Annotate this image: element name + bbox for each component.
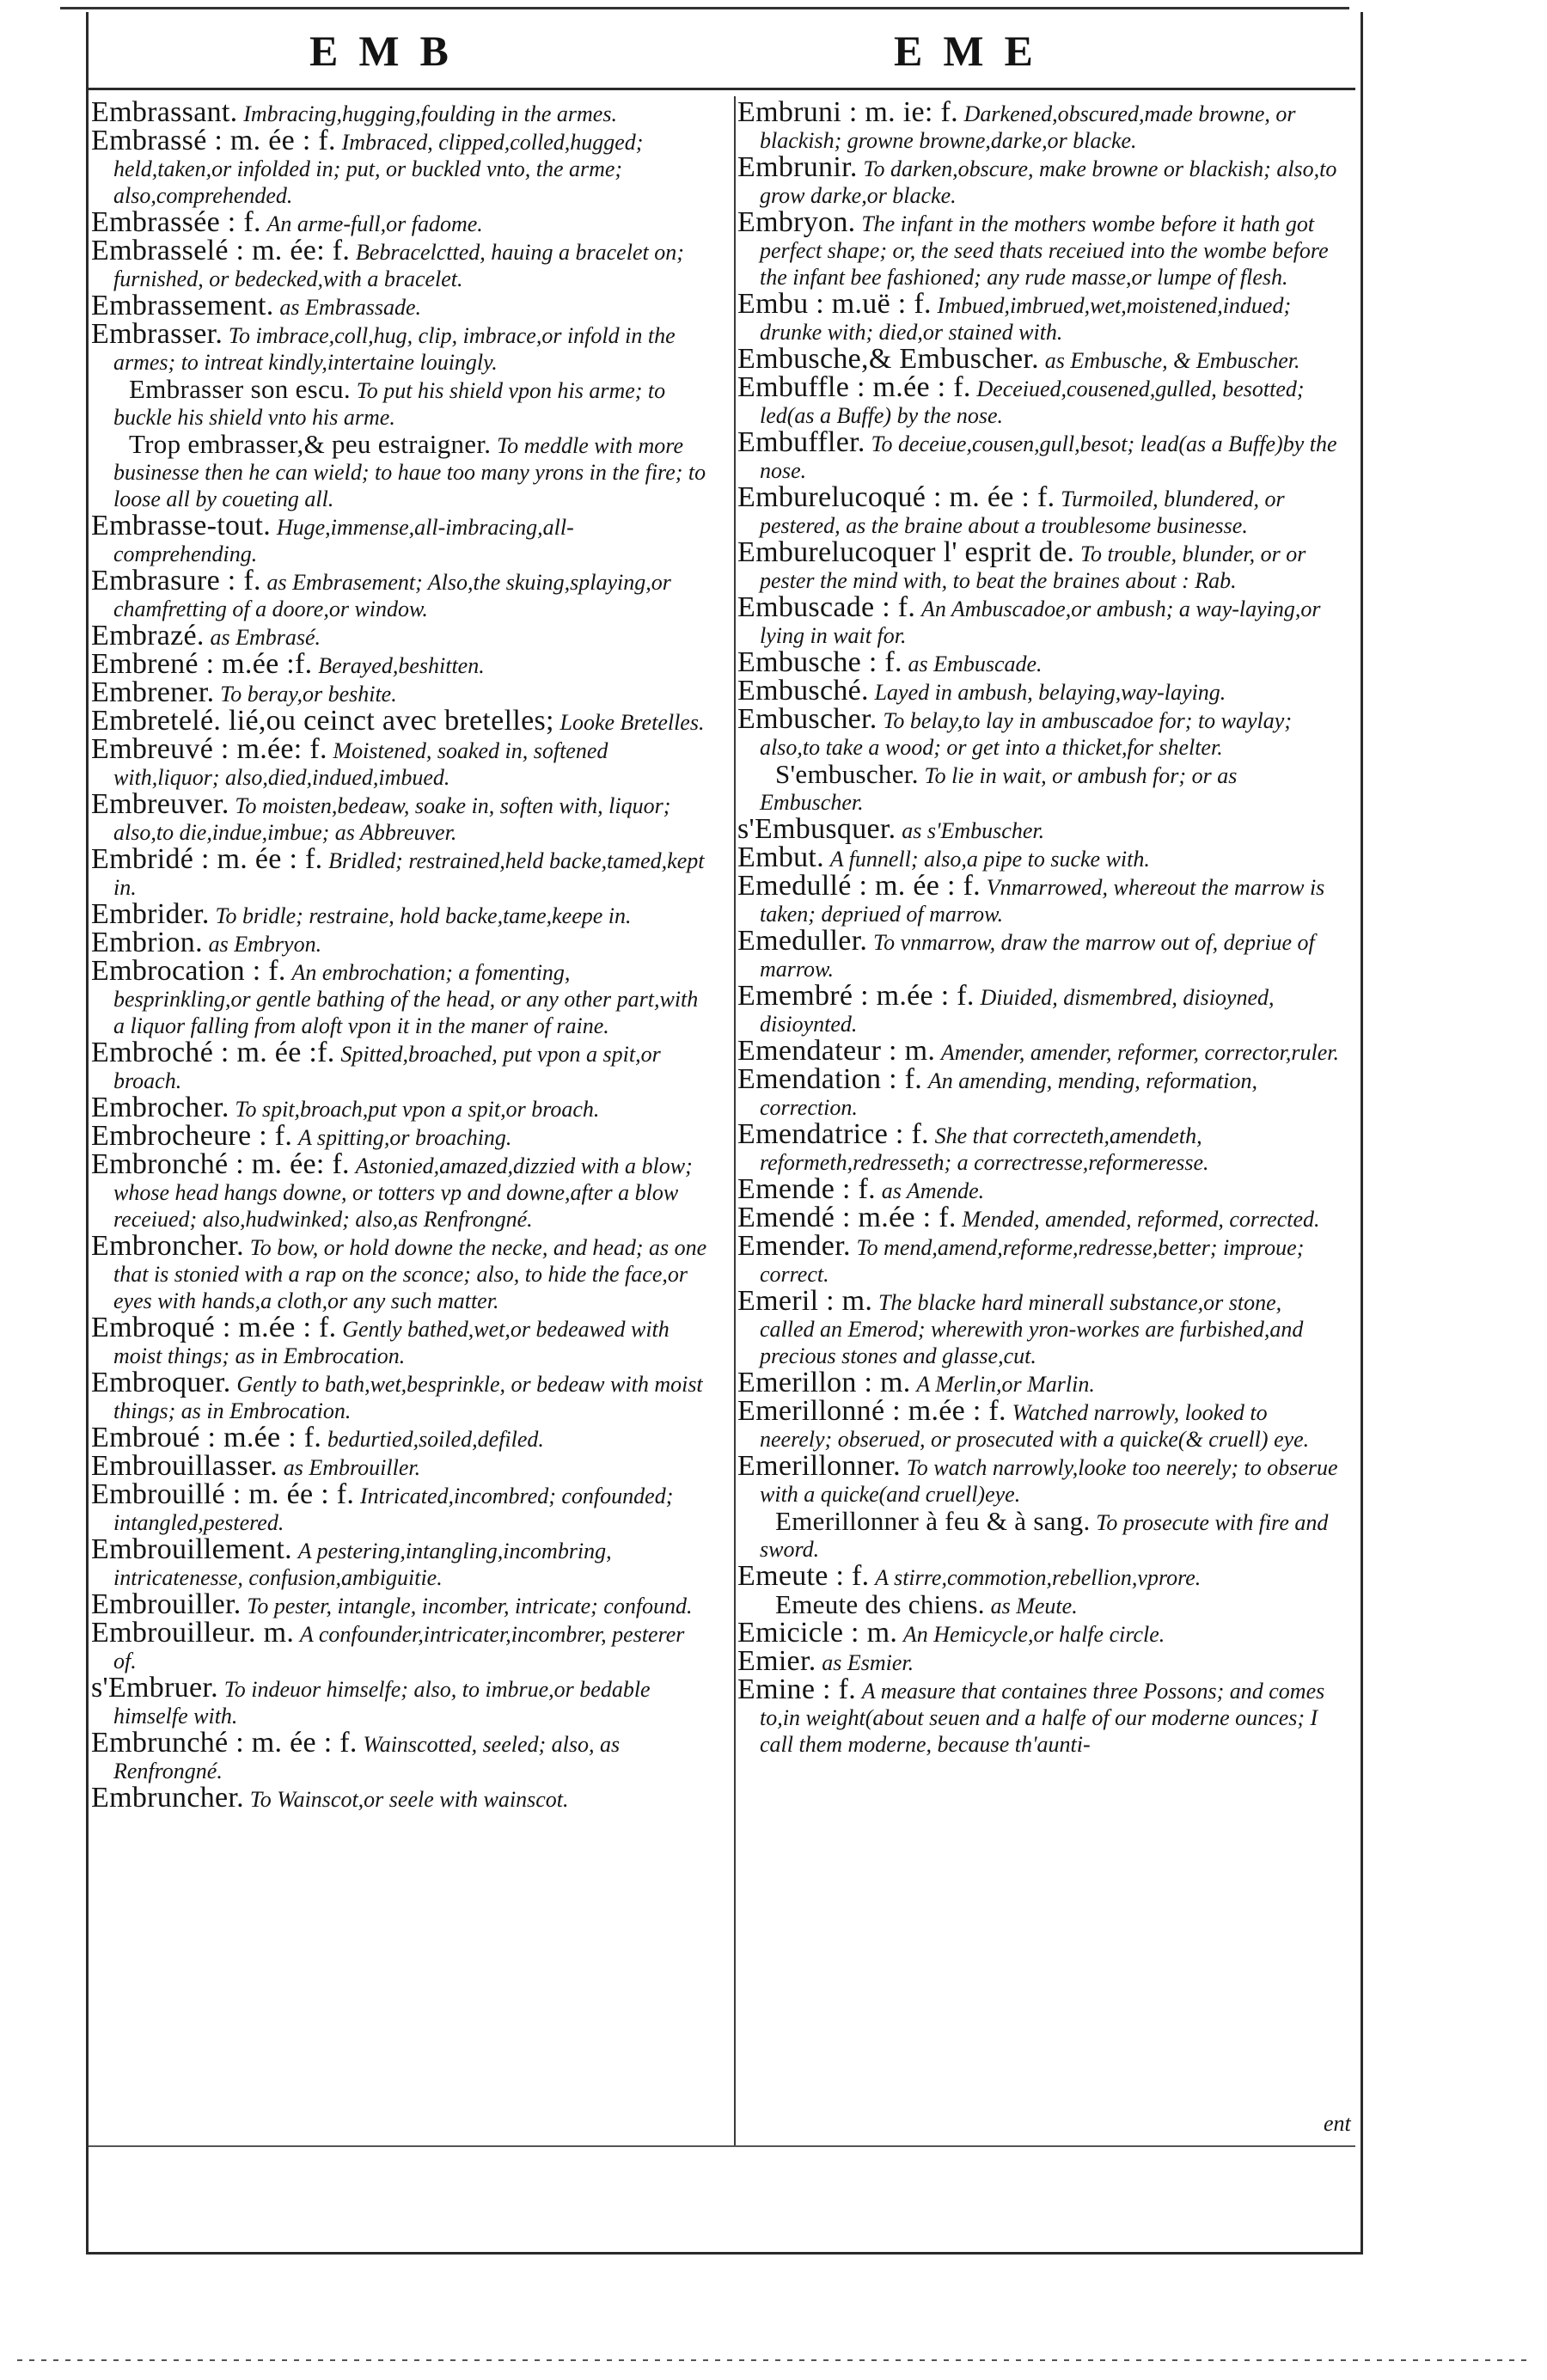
dictionary-entry [91,955,710,1039]
entry-definition: An Hemicycle,or halfe circle. [902,1622,1165,1647]
entry-headword: Embrouilleur. m. [91,1617,295,1649]
entry-definition: as Amende. [881,1178,985,1203]
entry-headword: Embrouiller. [91,1588,242,1620]
dictionary-entry [91,843,710,901]
entry-headword: Embridé : m. ée : f. [91,843,323,875]
entry-definition: An amending, mending, reformation, correction. [760,1068,1258,1120]
entry-definition: To vnmarrow, draw the marrow out of, depriue of marrow. [760,930,1315,982]
entry-definition: as s'Embuscher. [902,818,1045,843]
entry-definition: as Embusche, & Embuscher. [1044,348,1300,373]
dictionary-entry [91,1588,710,1620]
header-rule [89,88,1355,90]
dictionary-entry [91,1120,710,1152]
dictionary-entry [91,676,710,708]
dictionary-entry [91,510,710,567]
entry-definition: bedurtied,soiled,defiled. [327,1427,544,1452]
entry-headword: Embronché : m. ée: f. [91,1148,350,1180]
dictionary-entry [737,1673,1341,1758]
entry-headword: Emine : f. [737,1673,857,1705]
entry-definition: To belay,to lay in ambuscadoe for; to waylay; also,to take a wood; or get into a thicket,for shelter. [760,708,1292,760]
entry-headword: Embrunir. [737,151,858,183]
entry-headword: Embrassant. [91,96,238,128]
dictionary-entry [91,620,710,652]
entry-definition: Looke Bretelles. [559,710,705,735]
dictionary-entry [737,96,1341,154]
entry-headword: Embroqué : m.ée : f. [91,1312,337,1343]
bottom-rule [89,2145,1355,2147]
dictionary-entry [737,1617,1341,1649]
entry-headword: Embrasser son escu. [129,374,351,404]
dictionary-entry [737,980,1341,1037]
entry-definition: as Embryon. [208,932,322,957]
dictionary-entry [737,675,1341,707]
entry-headword: Embreuver. [91,788,229,820]
entry-definition: Berayed,beshitten. [318,653,485,678]
entry-definition: as Embrouiller. [283,1455,421,1480]
entry-definition: To watch narrowly,looke too neerely; to obserue with a quicke(and cruell)eye. [760,1455,1338,1507]
dictionary-entry [91,318,710,376]
dictionary-entry [737,481,1341,539]
dictionary-entry [737,343,1341,375]
dictionary-entry [737,925,1341,982]
entry-definition: Wainscotted, seeled; also, as Renfrongné. [113,1732,621,1783]
dictionary-entry [737,1035,1341,1067]
entry-definition: A pestering,intangling,incombring, intricatenesse, confusion,ambiguitie. [113,1539,612,1590]
entry-definition: She that correcteth,amendeth, reformeth,redresseth; a correctresse,reformeresse. [760,1123,1209,1175]
entry-definition: An Ambuscadoe,or ambush; a way-laying,or lying in wait for. [760,597,1321,648]
entry-definition: A confounder,intricater,incombrer, pesterer of. [113,1622,685,1673]
entry-headword: Embrassée : f. [91,206,261,238]
dictionary-entry [737,1645,1341,1677]
entry-headword: Embruncher. [91,1782,244,1814]
entry-headword: Embut. [737,841,824,873]
dictionary-entry [91,1422,710,1453]
dictionary-entry [91,733,710,791]
dictionary-entry [91,1533,710,1591]
entry-definition: Watched narrowly, looked to neerely; obserued, or prosecuted with a quicke(& cruell) eye. [760,1400,1310,1452]
entry-headword: Embuscade : f. [737,591,916,623]
entry-headword: Embrasure : f. [91,565,261,597]
dictionary-entry [91,1617,710,1674]
dictionary-entry [737,1589,1341,1619]
dictionary-entry [91,705,710,737]
dictionary-entry [91,898,710,930]
dictionary-entry [737,1173,1341,1205]
entry-headword: Emende : f. [737,1173,876,1205]
entry-headword: Embusché. [737,675,869,707]
entry-definition: To darken,obscure, make browne or blackish; also,to grow darke,or blacke. [760,156,1337,208]
entry-headword: Emerillonné : m.ée : f. [737,1395,1006,1427]
column-divider [734,96,736,2146]
entry-headword: Embrunché : m. ée : f. [91,1727,358,1759]
dictionary-entry [737,870,1341,927]
entry-headword: Embrazé. [91,620,205,652]
entry-definition: Bebracelctted, hauing a bracelet on; furnished, or bedecked,with a bracelet. [113,240,684,291]
entry-headword: s'Embusquer. [737,813,896,845]
entry-headword: Embrocheure : f. [91,1120,293,1152]
dictionary-entry [737,288,1341,346]
entry-definition: A measure that containes three Possons; and comes to,in weight(about seuen and a halfe of our moderne ounces; I call them moderne, because th'aunti- [760,1679,1325,1757]
entry-headword: Embrion. [91,927,203,958]
dictionary-entry [91,788,710,846]
entry-definition: Gently bathed,wet,or bedeawed with moist things; as in Embrocation. [113,1317,670,1368]
entry-headword: Emeute des chiens. [775,1589,985,1619]
entry-headword: Embrocher. [91,1092,229,1123]
entry-headword: Embuffle : m.ée : f. [737,371,971,403]
entry-headword: Emier. [737,1645,816,1677]
entry-definition: as Esmier. [822,1650,914,1675]
entry-headword: Emembré : m.ée : f. [737,980,975,1012]
entry-headword: Embroncher. [91,1230,244,1262]
entry-definition: To prosecute with fire and sword. [760,1510,1329,1562]
entry-headword: Embroché : m. ée :f. [91,1037,335,1068]
entry-definition: as Embrasé. [210,625,321,650]
entry-definition: To pester, intangle, incomber, intricate; confound. [247,1594,693,1618]
dictionary-entry [737,1063,1341,1121]
entry-definition: Vnmarrowed, whereout the marrow is taken; depriued of marrow. [760,875,1325,927]
dictionary-entry [737,1450,1341,1508]
dictionary-entry [91,1148,710,1233]
dictionary-entry [91,1092,710,1123]
entry-headword: Embretelé. lié,ou ceinct avec bretelles; [91,705,554,737]
entry-definition: Imbracing,hugging,foulding in the armes. [243,101,617,126]
dictionary-entry [737,371,1341,429]
entry-headword: Embrener. [91,676,215,708]
entry-definition: To trouble, blunder, or or pester the mind with, to beat the braines about : Rab. [760,541,1306,593]
dictionary-entry [91,1367,710,1424]
entry-headword: Embryon. [737,206,856,238]
entry-definition: To beray,or beshite. [220,682,397,707]
entry-definition: To Wainscot,or seele with wainscot. [249,1787,569,1812]
top-border-line [60,7,1349,9]
entry-definition: as Embrassade. [279,295,421,320]
entry-headword: Embrouillement. [91,1533,292,1565]
dictionary-entry [91,1478,710,1536]
entry-definition: A funnell; also,a pipe to sucke with. [829,847,1150,872]
entry-definition: Amender, amender, reformer, corrector,ruler. [940,1040,1340,1065]
entry-definition: Astonied,amazed,dizzied with a blow; whose head hangs downe, or totters vp and downe,after a blow receiued; also,hudwinked; also,as Renfrongné. [113,1153,693,1232]
dictionary-entry [91,1230,710,1314]
dictionary-entry [91,1312,710,1369]
entry-definition: To moisten,bedeaw, soake in, soften with, liquor; also,to die,indue,imbue; as Abbreuver. [113,793,671,845]
entry-headword: Embrocation : f. [91,955,286,987]
dictionary-entry [737,759,1341,816]
running-header-right: EME [894,27,1054,75]
entry-definition: An embrochation; a fomenting, besprinkling,or gentle bathing of the head, or any other part,with a liquor falling from aloft vpon it in the maner of raine. [113,960,699,1038]
dictionary-entry [91,565,710,622]
entry-headword: Embreuvé : m.ée: f. [91,733,327,765]
entry-headword: Emerillon : m. [737,1367,911,1398]
entry-headword: Embrasse-tout. [91,510,272,541]
entry-headword: Emerillonner. [737,1450,901,1482]
entry-definition: To indeuor himselfe; also, to imbrue,or bedable himselfe with. [113,1677,651,1728]
entry-headword: Emendateur : m. [737,1035,936,1067]
scan-edge-noise [17,2359,1530,2361]
entry-definition: To deceiue,cousen,gull,besot; lead(as a Buffe)by the nose. [760,431,1337,483]
dictionary-entry [91,125,710,209]
dictionary-entry [737,536,1341,594]
entry-headword: Embuffler. [737,426,865,458]
entry-definition: Huge,immense,all-imbracing,all-comprehending. [113,515,574,566]
dictionary-entry [91,1037,710,1094]
entry-definition: To put his shield vpon his arme; to buckle his shield vnto his arme. [113,378,666,430]
dictionary-entry [737,1508,1341,1563]
dictionary-entry [91,648,710,680]
entry-headword: Emeduller. [737,925,868,957]
entry-headword: Emburelucoquer l' esprit de. [737,536,1075,568]
entry-headword: Embrené : m.ée :f. [91,648,313,680]
dictionary-entry [737,1202,1341,1233]
entry-definition: An arme-full,or fadome. [266,211,483,236]
right-column [737,96,1341,1759]
entry-headword: Emendation : f. [737,1063,923,1095]
entry-headword: Emburelucoqué : m. ée : f. [737,481,1055,513]
dictionary-entry [737,1118,1341,1176]
dictionary-entry [737,1395,1341,1453]
entry-definition: To spit,broach,put vpon a spit,or broach. [235,1097,600,1122]
entry-definition: The infant in the mothers wombe before it hath got perfect shape; or, the seed thats receiued into the wombe before the infant bee fashioned; any rude masse,or lumpe of flesh. [760,211,1329,290]
dictionary-entry [91,376,710,431]
dictionary-entry [91,431,710,512]
entry-definition: Deceiued,cousened,gulled, besotted; led(as a Buffe) by the nose. [760,376,1305,428]
entry-definition: Mended, amended, reformed, corrected. [962,1207,1320,1232]
entry-headword: Emedullé : m. ée : f. [737,870,981,902]
entry-headword: Embroquer. [91,1367,231,1398]
entry-definition: as Meute. [990,1594,1078,1618]
entry-definition: as Embuscade. [908,652,1043,676]
dictionary-entry [737,646,1341,678]
dictionary-entry [737,813,1341,845]
dictionary-entry [91,1672,710,1729]
entry-headword: Emendé : m.ée : f. [737,1202,957,1233]
running-header-left: EMB [309,27,469,75]
entry-definition: Imbued,imbrued,wet,moistened,indued; drunke with; died,or stained with. [760,293,1292,345]
entry-headword: Emendatrice : f. [737,1118,929,1150]
entry-headword: Emeril : m. [737,1285,873,1317]
entry-definition: Intricated,incombred; confounded; intangled,pestered. [113,1484,674,1535]
entry-headword: Emicicle : m. [737,1617,898,1649]
entry-headword: Trop embrasser,& peu estraigner. [129,429,492,459]
entry-definition: Layed in ambush, belaying,way-laying. [874,680,1226,705]
dictionary-entry [91,927,710,958]
dictionary-entry [737,1230,1341,1288]
entry-definition: Bridled; restrained,held backe,tamed,kept in. [113,848,705,900]
entry-definition: A Merlin,or Marlin. [916,1372,1095,1397]
dictionary-entry [737,1560,1341,1592]
dictionary-entry [91,235,710,292]
entry-headword: Embrider. [91,898,210,930]
entry-headword: Emerillonner à feu & à sang. [775,1506,1091,1536]
entry-definition: To bow, or hold downe the necke, and head; as one that is stonied with a rap on the sconce; also, to hide the face,or eyes with hands,a cloth,or any such matter. [113,1235,707,1313]
entry-headword: Embrasselé : m. ée: f. [91,235,351,266]
dictionary-entry [737,426,1341,484]
entry-headword: Emeute : f. [737,1560,870,1592]
entry-headword: Embrassement. [91,290,274,321]
dictionary-entry [737,206,1341,291]
dictionary-entry [737,1367,1341,1398]
entry-definition: Turmoiled, blundered, or pestered, as the braine about a troublesome businesse. [760,486,1285,538]
dictionary-entry [737,591,1341,649]
entry-headword: S'embuscher. [775,759,919,789]
dictionary-entry [737,1285,1341,1369]
entry-definition: To meddle with more businesse then he can wield; to haue too many yrons in the fire; to loose all by coueting all. [113,433,706,511]
entry-headword: Embuscher. [737,703,877,735]
dictionary-entry [737,841,1341,873]
left-column [91,96,710,1814]
entry-headword: Embusche : f. [737,646,902,678]
entry-definition: Diuided, dismembred, disioyned, disioynted. [760,985,1275,1037]
entry-definition: To lie in wait, or ambush for; or as Embuscher. [760,763,1238,815]
dictionary-entry [91,96,710,128]
dictionary-entry [737,703,1341,761]
entry-definition: Gently to bath,wet,besprinkle, or bedeaw with moist things; as in Embrocation. [113,1372,703,1423]
entry-definition: A stirre,commotion,rebellion,vprore. [875,1565,1202,1590]
dictionary-entry [737,151,1341,209]
entry-definition: Spitted,broached, put vpon a spit,or broach. [113,1042,661,1093]
entry-headword: Embrasser. [91,318,223,350]
entry-definition: The blacke hard minerall substance,or stone, called an Emerod; wherewith yron-workes are furbished,and precious stones and glasse,cut. [760,1290,1304,1368]
dictionary-entry [91,1782,710,1814]
entry-headword: Embrouillé : m. ée : f. [91,1478,355,1510]
entry-headword: Embu : m.uë : f. [737,288,932,320]
dictionary-entry [91,290,710,321]
entry-definition: Darkened,obscured,made browne, or blackish; growne browne,darke,or blacke. [760,101,1296,153]
dictionary-entry [91,1450,710,1482]
entry-definition: Imbraced, clipped,colled,hugged; held,taken,or infolded in; put, or buckled vnto, the arme; also,comprehended. [113,130,644,208]
dictionary-entry [91,206,710,238]
entry-definition: To mend,amend,reforme,redresse,better; improue; correct. [760,1235,1305,1287]
entry-headword: Embruni : m. ie: f. [737,96,958,128]
entry-headword: Embusche,& Embuscher. [737,343,1039,375]
dictionary-entry [91,1727,710,1784]
entry-definition: To imbrace,coll,hug, clip, imbrace,or infold in the armes; to intreat kindly,intertaine louingly. [113,323,676,375]
entry-headword: Emender. [737,1230,851,1262]
entry-headword: Embrassé : m. ée : f. [91,125,336,156]
catchword: ent [1324,2111,1351,2136]
entry-definition: as Embrasement; Also,the skuing,splaying,or chamfretting of a doore,or window. [113,570,671,621]
entry-definition: A spitting,or broaching. [297,1125,512,1150]
entry-definition: Moistened, soaked in, softened with,liquor; also,died,indued,imbued. [113,738,608,790]
entry-headword: Embrouillasser. [91,1450,278,1482]
entry-headword: s'Embruer. [91,1672,218,1704]
entry-headword: Embroué : m.ée : f. [91,1422,322,1453]
entry-definition: To bridle; restraine, hold backe,tame,keepe in. [215,903,632,928]
